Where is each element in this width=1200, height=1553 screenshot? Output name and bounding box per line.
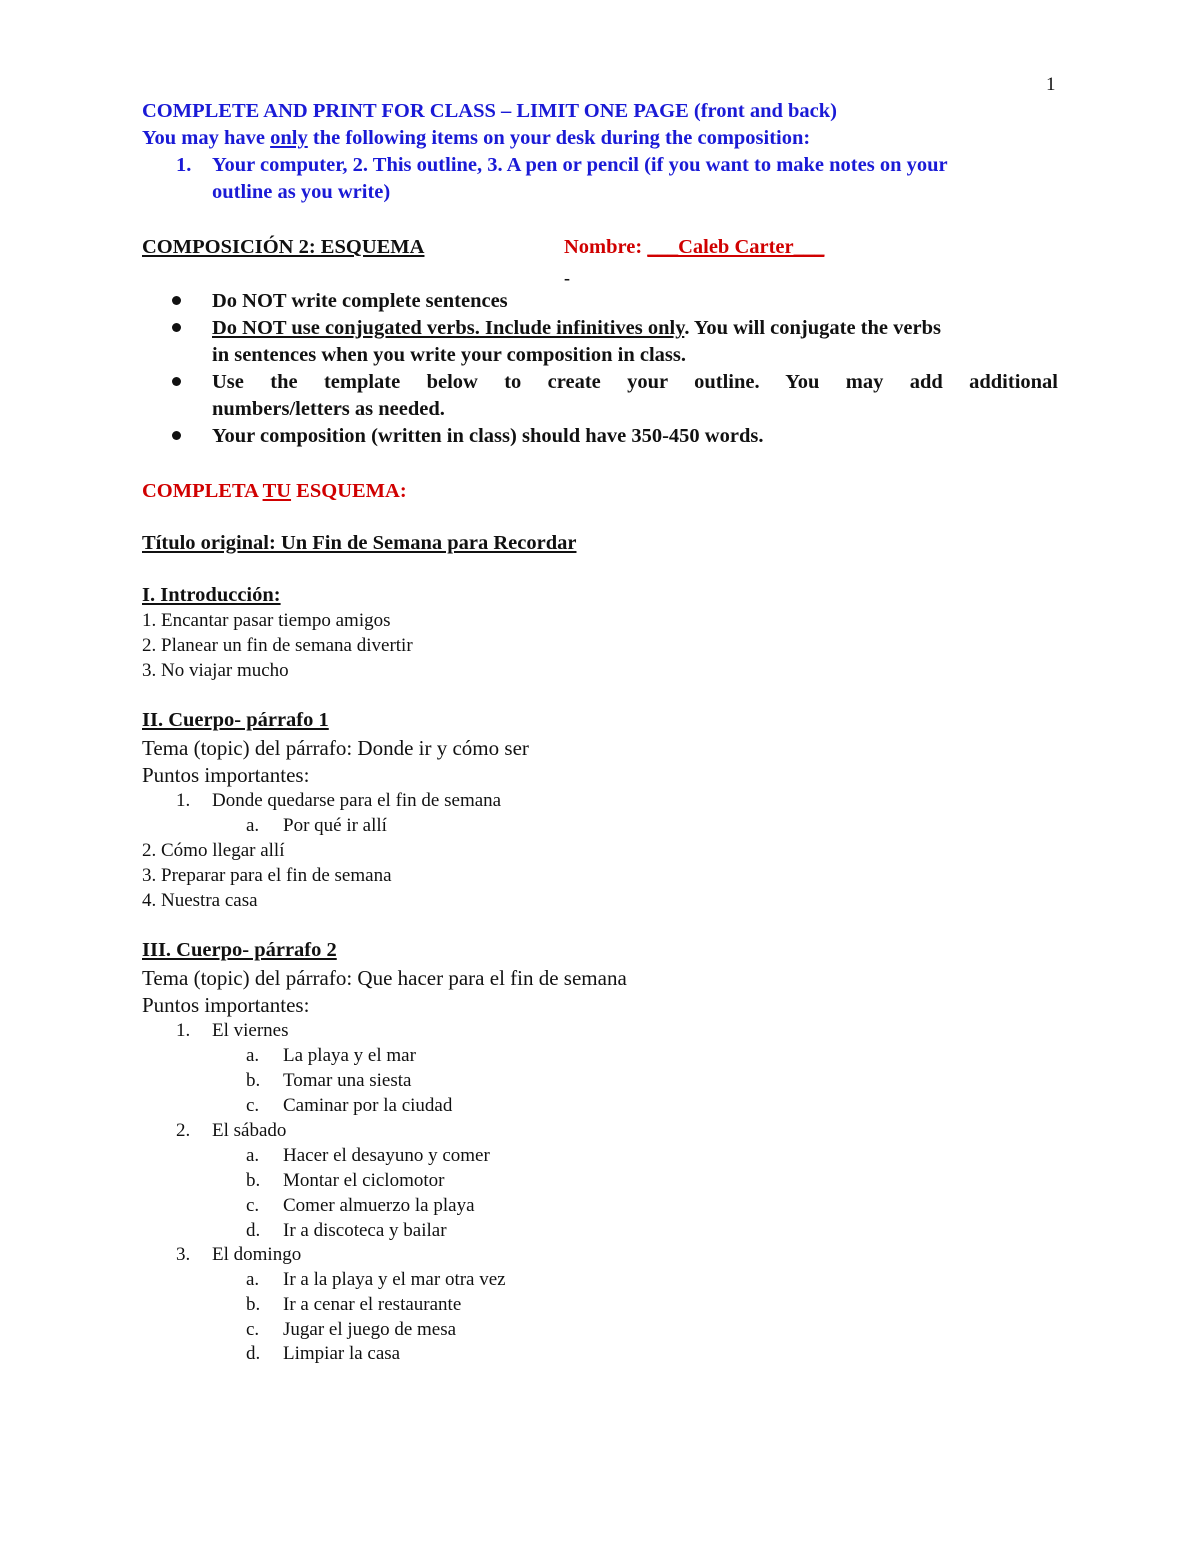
paragraph-2-topic: Tema (topic) del párrafo: Que hacer para el fin de semana [142, 966, 627, 990]
instruction-list-number: 1. [176, 154, 192, 176]
page-title: COMPOSICIÓN 2: ESQUEMA [142, 236, 425, 258]
paragraph-2-points-label: Puntos importantes: [142, 993, 310, 1017]
list-letter: d. [246, 1220, 261, 1241]
instruction-list-line-2: outline as you write) [212, 181, 391, 203]
completa-heading [142, 480, 407, 503]
list-item: 4. Nuestra casa [142, 890, 258, 911]
rule-3-line-2: numbers/letters as needed. [212, 398, 445, 420]
completa-text: COMPLETA [142, 480, 263, 502]
list-subitem: Caminar por la ciudad [283, 1095, 453, 1116]
list-number: 3. [176, 1244, 191, 1265]
list-number: 2. [176, 1120, 191, 1141]
instruction-emphasis: only [270, 127, 308, 149]
rule-2-line-2: in sentences when you write your composition in class. [212, 344, 686, 366]
list-item: El sábado [212, 1120, 287, 1141]
list-letter: c. [246, 1319, 260, 1340]
instruction-text: the following items on your desk during the composition: [307, 127, 811, 149]
bullet-icon [172, 377, 181, 386]
list-item: 2. Cómo llegar allí [142, 840, 285, 861]
rule-3-line-1: Use the template below to create your outline. You may add additional [212, 371, 1058, 393]
list-subitem: Comer almuerzo la playa [283, 1195, 475, 1216]
student-name [564, 236, 824, 259]
bullet-icon [172, 296, 181, 305]
list-letter: b. [246, 1070, 261, 1091]
list-subitem: Montar el ciclomotor [283, 1170, 445, 1191]
list-subitem: Jugar el juego de mesa [283, 1319, 457, 1340]
list-letter: a. [246, 1145, 260, 1166]
name-value: ___Caleb Carter___ [647, 236, 825, 258]
list-item: Donde quedarse para el fin de semana [212, 790, 502, 811]
paragraph-2-heading: III. Cuerpo- párrafo 2 [142, 939, 337, 961]
list-subitem: Ir a la playa y el mar otra vez [283, 1269, 506, 1290]
page-number: 1 [1046, 74, 1056, 95]
list-letter: a. [246, 1045, 260, 1066]
paragraph-1-points-label: Puntos importantes: [142, 763, 310, 787]
rule-2-text: . You will conjugate the verbs [684, 317, 941, 339]
completa-emphasis: TU [262, 480, 292, 502]
list-subitem: Tomar una siesta [283, 1070, 412, 1091]
completa-text: ESQUEMA: [291, 480, 407, 502]
list-item: El viernes [212, 1020, 289, 1041]
instruction-list-line-1: Your computer, 2. This outline, 3. A pen or pencil (if you want to make notes on your [212, 154, 948, 176]
rule-1: Do NOT write complete sentences [212, 290, 508, 312]
list-letter: c. [246, 1195, 260, 1216]
original-title: Título original: Un Fin de Semana para Recordar [142, 532, 577, 554]
list-letter: d. [246, 1343, 261, 1364]
rule-4: Your composition (written in class) should have 350-450 words. [212, 425, 764, 447]
list-subitem: Ir a cenar el restaurante [283, 1294, 462, 1315]
stray-dash: - [564, 268, 570, 288]
list-letter: c. [246, 1095, 260, 1116]
list-subitem: Por qué ir allí [283, 815, 387, 836]
list-subitem: Hacer el desayuno y comer [283, 1145, 490, 1166]
list-subitem: Limpiar la casa [283, 1343, 401, 1364]
list-letter: b. [246, 1170, 261, 1191]
bullet-icon [172, 323, 181, 332]
intro-heading: I. Introducción: [142, 584, 281, 606]
list-letter: b. [246, 1294, 261, 1315]
list-letter: a. [246, 1269, 260, 1290]
paragraph-1-topic: Tema (topic) del párrafo: Donde ir y cómo ser [142, 736, 529, 760]
rule-2 [212, 317, 941, 340]
list-number: 1. [176, 790, 191, 811]
list-subitem: La playa y el mar [283, 1045, 416, 1066]
intro-item: 3. No viajar mucho [142, 660, 289, 681]
rule-2-emphasis: Do NOT use conjugated verbs. Include infinitives only [212, 317, 685, 339]
instruction-text: You may have [142, 127, 271, 149]
bullet-icon [172, 431, 181, 440]
instruction-line-1: COMPLETE AND PRINT FOR CLASS – LIMIT ONE PAGE (front and back) [142, 100, 838, 122]
list-item: 3. Preparar para el fin de semana [142, 865, 392, 886]
name-label: Nombre: [564, 236, 648, 258]
list-item: El domingo [212, 1244, 302, 1265]
paragraph-1-heading: II. Cuerpo- párrafo 1 [142, 709, 329, 731]
intro-item: 2. Planear un fin de semana divertir [142, 635, 413, 656]
list-number: 1. [176, 1020, 191, 1041]
list-subitem: Ir a discoteca y bailar [283, 1220, 447, 1241]
instruction-line-2 [142, 127, 810, 150]
list-letter: a. [246, 815, 260, 836]
intro-item: 1. Encantar pasar tiempo amigos [142, 610, 391, 631]
